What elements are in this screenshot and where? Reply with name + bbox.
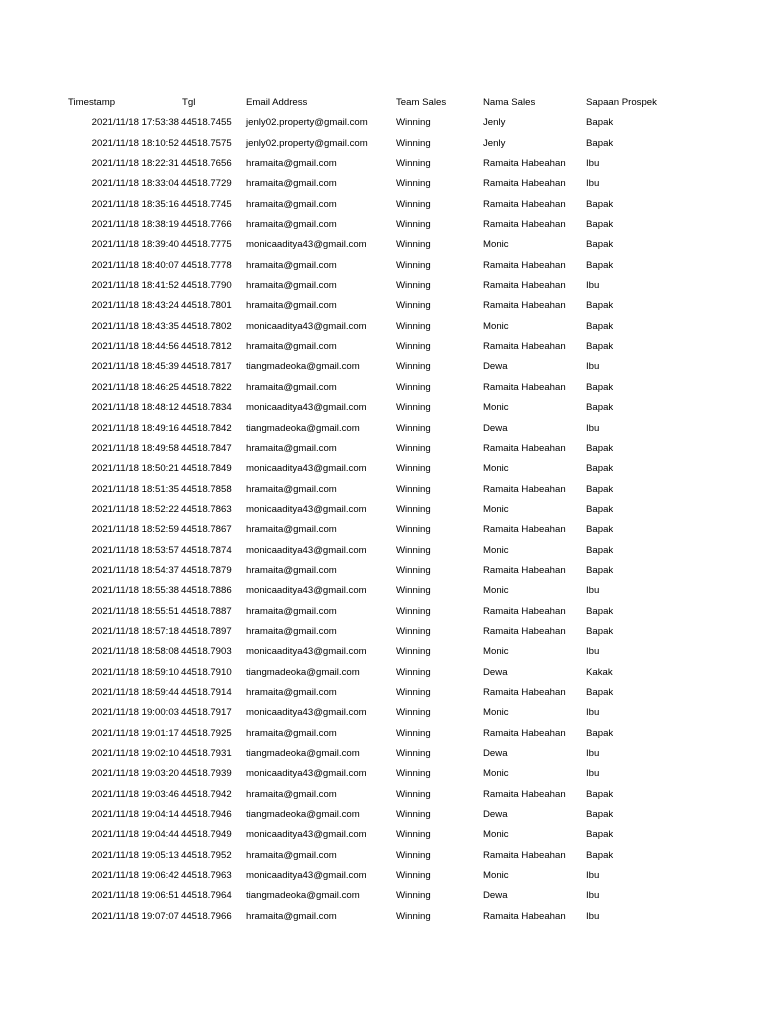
table-row (0, 459, 768, 479)
cell-sapaan-prospek: Bapak (586, 137, 614, 149)
cell-email-address: monicaaditya43@gmail.com (246, 239, 367, 251)
cell-nama-sales: Monic (483, 585, 509, 597)
cell-tgl: 44518.7949 (181, 829, 232, 841)
cell-nama-sales: Dewa (483, 361, 508, 373)
cell-sapaan-prospek: Ibu (586, 870, 600, 882)
cell-tgl: 44518.7745 (181, 198, 232, 210)
cell-tgl: 44518.7886 (181, 585, 232, 597)
cell-tgl: 44518.7775 (181, 239, 232, 251)
cell-nama-sales: Ramaita Habeahan (483, 198, 566, 210)
table-row (0, 825, 768, 845)
cell-email-address: jenly02.property@gmail.com (246, 137, 368, 149)
cell-tgl: 44518.7874 (181, 544, 232, 556)
header-nama-sales: Nama Sales (483, 97, 536, 108)
cell-tgl: 44518.7917 (181, 707, 232, 719)
cell-email-address: hramaita@gmail.com (246, 381, 337, 393)
cell-timestamp: 2021/11/18 18:45:39 (91, 361, 179, 373)
cell-tgl: 44518.7778 (181, 259, 232, 271)
cell-nama-sales: Ramaita Habeahan (483, 442, 566, 454)
cell-nama-sales: Dewa (483, 748, 508, 759)
table-row (0, 642, 768, 662)
cell-team-sales: Winning (396, 870, 431, 882)
cell-tgl: 44518.7847 (181, 442, 232, 454)
table-row (0, 683, 768, 703)
cell-sapaan-prospek: Bapak (586, 320, 614, 332)
cell-timestamp: 2021/11/18 18:43:35 (91, 320, 179, 332)
cell-sapaan-prospek: Ibu (586, 158, 600, 170)
cell-tgl: 44518.7887 (181, 605, 232, 617)
cell-nama-sales: Monic (483, 646, 509, 658)
cell-email-address: hramaita@gmail.com (246, 219, 337, 231)
cell-team-sales: Winning (396, 788, 431, 800)
cell-timestamp: 2021/11/18 18:22:31 (91, 158, 179, 170)
cell-nama-sales: Ramaita Habeahan (483, 849, 566, 861)
cell-sapaan-prospek: Bapak (586, 259, 614, 271)
cell-tgl: 44518.7656 (181, 158, 232, 170)
cell-nama-sales: Ramaita Habeahan (483, 483, 566, 495)
cell-email-address: hramaita@gmail.com (246, 198, 337, 210)
cell-sapaan-prospek: Bapak (586, 544, 614, 556)
cell-team-sales: Winning (396, 483, 431, 495)
cell-team-sales: Winning (396, 748, 431, 759)
table-row (0, 663, 768, 683)
table-row (0, 235, 768, 255)
cell-sapaan-prospek: Ibu (586, 422, 600, 434)
cell-timestamp: 2021/11/18 18:40:07 (91, 259, 179, 271)
table-row (0, 703, 768, 723)
cell-timestamp: 2021/11/18 18:43:24 (91, 300, 179, 312)
cell-team-sales: Winning (396, 686, 431, 698)
table-row (0, 744, 768, 764)
cell-sapaan-prospek: Bapak (586, 564, 614, 576)
cell-sapaan-prospek: Bapak (586, 524, 614, 536)
cell-sapaan-prospek: Ibu (586, 361, 600, 373)
cell-timestamp: 2021/11/18 18:49:58 (91, 442, 179, 454)
cell-timestamp: 2021/11/18 18:59:44 (91, 686, 179, 698)
cell-team-sales: Winning (396, 280, 431, 292)
cell-sapaan-prospek: Bapak (586, 239, 614, 251)
cell-nama-sales: Ramaita Habeahan (483, 300, 566, 312)
table-row (0, 317, 768, 337)
cell-email-address: hramaita@gmail.com (246, 686, 337, 698)
cell-team-sales: Winning (396, 625, 431, 637)
table-body (0, 113, 768, 927)
cell-team-sales: Winning (396, 158, 431, 170)
cell-nama-sales: Ramaita Habeahan (483, 381, 566, 393)
spreadsheet-table (0, 93, 768, 927)
table-row (0, 398, 768, 418)
cell-timestamp: 2021/11/18 18:58:08 (91, 646, 179, 658)
cell-tgl: 44518.7863 (181, 503, 232, 515)
cell-timestamp: 2021/11/18 19:01:17 (91, 727, 179, 739)
cell-nama-sales: Monic (483, 239, 509, 251)
cell-team-sales: Winning (396, 381, 431, 393)
cell-sapaan-prospek: Bapak (586, 483, 614, 495)
table-row (0, 337, 768, 357)
cell-nama-sales: Ramaita Habeahan (483, 341, 566, 353)
cell-sapaan-prospek: Ibu (586, 178, 600, 190)
cell-email-address: hramaita@gmail.com (246, 178, 337, 190)
cell-sapaan-prospek: Bapak (586, 727, 614, 739)
cell-team-sales: Winning (396, 117, 431, 129)
cell-timestamp: 2021/11/18 19:04:14 (91, 809, 179, 821)
table-row (0, 541, 768, 561)
cell-tgl: 44518.7931 (181, 748, 232, 759)
cell-nama-sales: Ramaita Habeahan (483, 259, 566, 271)
cell-timestamp: 2021/11/18 19:04:44 (91, 829, 179, 841)
table-row (0, 439, 768, 459)
cell-tgl: 44518.7867 (181, 524, 232, 536)
cell-nama-sales: Ramaita Habeahan (483, 788, 566, 800)
cell-timestamp: 2021/11/18 17:53:38 (91, 117, 179, 129)
cell-timestamp: 2021/11/18 19:05:13 (91, 849, 179, 861)
header-team-sales: Team Sales (396, 97, 447, 108)
cell-tgl: 44518.7946 (181, 809, 232, 821)
cell-tgl: 44518.7966 (181, 910, 232, 922)
table-row (0, 357, 768, 377)
cell-email-address: tiangmadeoka@gmail.com (246, 809, 360, 821)
cell-tgl: 44518.7910 (181, 666, 232, 678)
cell-tgl: 44518.7903 (181, 646, 232, 658)
cell-team-sales: Winning (396, 463, 431, 475)
cell-nama-sales: Monic (483, 768, 509, 780)
cell-team-sales: Winning (396, 320, 431, 332)
cell-email-address: hramaita@gmail.com (246, 524, 337, 536)
cell-sapaan-prospek: Bapak (586, 300, 614, 312)
cell-timestamp: 2021/11/18 18:54:37 (91, 564, 179, 576)
table-row (0, 602, 768, 622)
cell-team-sales: Winning (396, 849, 431, 861)
cell-tgl: 44518.7817 (181, 361, 232, 373)
table-row (0, 724, 768, 744)
cell-tgl: 44518.7952 (181, 849, 232, 861)
cell-team-sales: Winning (396, 300, 431, 312)
cell-tgl: 44518.7842 (181, 422, 232, 434)
cell-nama-sales: Ramaita Habeahan (483, 219, 566, 231)
cell-sapaan-prospek: Kakak (586, 666, 613, 678)
header-timestamp: Timestamp (68, 97, 116, 108)
cell-email-address: hramaita@gmail.com (246, 788, 337, 800)
cell-email-address: hramaita@gmail.com (246, 625, 337, 637)
cell-email-address: monicaaditya43@gmail.com (246, 463, 367, 475)
cell-sapaan-prospek: Bapak (586, 341, 614, 353)
cell-email-address: hramaita@gmail.com (246, 910, 337, 922)
cell-sapaan-prospek: Ibu (586, 910, 600, 922)
cell-sapaan-prospek: Ibu (586, 890, 600, 902)
cell-email-address: hramaita@gmail.com (246, 341, 337, 353)
cell-team-sales: Winning (396, 910, 431, 922)
cell-tgl: 44518.7801 (181, 300, 232, 312)
header-row (0, 93, 768, 113)
cell-tgl: 44518.7925 (181, 727, 232, 739)
cell-nama-sales: Monic (483, 544, 509, 556)
cell-email-address: tiangmadeoka@gmail.com (246, 666, 360, 678)
cell-team-sales: Winning (396, 829, 431, 841)
cell-sapaan-prospek: Bapak (586, 809, 614, 821)
cell-nama-sales: Ramaita Habeahan (483, 524, 566, 536)
cell-sapaan-prospek: Bapak (586, 625, 614, 637)
cell-email-address: monicaaditya43@gmail.com (246, 503, 367, 515)
cell-sapaan-prospek: Bapak (586, 829, 614, 841)
cell-tgl: 44518.7879 (181, 564, 232, 576)
cell-timestamp: 2021/11/18 18:38:19 (91, 219, 179, 231)
cell-nama-sales: Dewa (483, 666, 508, 678)
table-row (0, 154, 768, 174)
cell-team-sales: Winning (396, 137, 431, 149)
cell-tgl: 44518.7858 (181, 483, 232, 495)
cell-email-address: hramaita@gmail.com (246, 442, 337, 454)
cell-email-address: monicaaditya43@gmail.com (246, 646, 367, 658)
table-row (0, 622, 768, 642)
cell-nama-sales: Ramaita Habeahan (483, 910, 566, 922)
cell-team-sales: Winning (396, 259, 431, 271)
cell-tgl: 44518.7914 (181, 686, 232, 698)
table-row (0, 846, 768, 866)
cell-tgl: 44518.7802 (181, 320, 232, 332)
cell-timestamp: 2021/11/18 18:52:59 (91, 524, 179, 536)
cell-nama-sales: Dewa (483, 809, 508, 821)
cell-timestamp: 2021/11/18 18:49:16 (91, 422, 179, 434)
table-row (0, 296, 768, 316)
cell-nama-sales: Ramaita Habeahan (483, 727, 566, 739)
cell-timestamp: 2021/11/18 18:39:40 (91, 239, 179, 251)
table-row (0, 378, 768, 398)
cell-tgl: 44518.7942 (181, 788, 232, 800)
table-row (0, 764, 768, 784)
cell-sapaan-prospek: Bapak (586, 117, 614, 129)
cell-email-address: monicaaditya43@gmail.com (246, 768, 367, 780)
cell-sapaan-prospek: Bapak (586, 686, 614, 698)
cell-timestamp: 2021/11/18 19:06:42 (91, 870, 179, 882)
cell-sapaan-prospek: Bapak (586, 605, 614, 617)
cell-tgl: 44518.7455 (181, 117, 232, 129)
cell-nama-sales: Monic (483, 402, 509, 414)
table-row (0, 785, 768, 805)
cell-timestamp: 2021/11/18 18:35:16 (91, 198, 179, 210)
cell-nama-sales: Dewa (483, 422, 508, 434)
cell-email-address: hramaita@gmail.com (246, 300, 337, 312)
header-sapaan-prospek: Sapaan Prospek (586, 97, 657, 108)
cell-sapaan-prospek: Bapak (586, 381, 614, 393)
cell-team-sales: Winning (396, 361, 431, 373)
cell-email-address: hramaita@gmail.com (246, 259, 337, 271)
cell-tgl: 44518.7575 (181, 137, 232, 149)
cell-tgl: 44518.7766 (181, 219, 232, 231)
cell-timestamp: 2021/11/18 18:10:52 (91, 137, 179, 149)
cell-sapaan-prospek: Bapak (586, 463, 614, 475)
cell-sapaan-prospek: Ibu (586, 768, 600, 780)
cell-email-address: monicaaditya43@gmail.com (246, 707, 367, 719)
table-row (0, 195, 768, 215)
cell-email-address: monicaaditya43@gmail.com (246, 544, 367, 556)
cell-tgl: 44518.7963 (181, 870, 232, 882)
cell-team-sales: Winning (396, 503, 431, 515)
cell-email-address: hramaita@gmail.com (246, 727, 337, 739)
cell-nama-sales: Ramaita Habeahan (483, 564, 566, 576)
cell-nama-sales: Monic (483, 503, 509, 515)
cell-nama-sales: Monic (483, 320, 509, 332)
cell-nama-sales: Ramaita Habeahan (483, 686, 566, 698)
cell-timestamp: 2021/11/18 18:44:56 (91, 341, 179, 353)
cell-team-sales: Winning (396, 198, 431, 210)
cell-tgl: 44518.7849 (181, 463, 232, 475)
cell-sapaan-prospek: Bapak (586, 442, 614, 454)
cell-nama-sales: Ramaita Habeahan (483, 625, 566, 637)
cell-email-address: jenly02.property@gmail.com (246, 117, 368, 129)
cell-nama-sales: Ramaita Habeahan (483, 158, 566, 170)
cell-nama-sales: Monic (483, 829, 509, 841)
table-row (0, 134, 768, 154)
cell-email-address: tiangmadeoka@gmail.com (246, 748, 360, 759)
cell-email-address: tiangmadeoka@gmail.com (246, 422, 360, 434)
cell-team-sales: Winning (396, 890, 431, 902)
cell-team-sales: Winning (396, 239, 431, 251)
cell-team-sales: Winning (396, 585, 431, 597)
cell-tgl: 44518.7790 (181, 280, 232, 292)
cell-nama-sales: Ramaita Habeahan (483, 280, 566, 292)
cell-tgl: 44518.7822 (181, 381, 232, 393)
cell-email-address: hramaita@gmail.com (246, 483, 337, 495)
cell-tgl: 44518.7939 (181, 768, 232, 780)
cell-email-address: hramaita@gmail.com (246, 158, 337, 170)
table-row (0, 113, 768, 133)
cell-team-sales: Winning (396, 707, 431, 719)
cell-email-address: monicaaditya43@gmail.com (246, 320, 367, 332)
table-row (0, 480, 768, 500)
table-row (0, 215, 768, 235)
cell-timestamp: 2021/11/18 18:48:12 (91, 402, 179, 414)
cell-team-sales: Winning (396, 544, 431, 556)
cell-sapaan-prospek: Bapak (586, 788, 614, 800)
cell-tgl: 44518.7834 (181, 402, 232, 414)
cell-timestamp: 2021/11/18 18:55:38 (91, 585, 179, 597)
cell-email-address: hramaita@gmail.com (246, 564, 337, 576)
cell-timestamp: 2021/11/18 18:53:57 (91, 544, 179, 556)
cell-team-sales: Winning (396, 178, 431, 190)
cell-sapaan-prospek: Bapak (586, 402, 614, 414)
cell-sapaan-prospek: Ibu (586, 707, 600, 719)
cell-email-address: hramaita@gmail.com (246, 849, 337, 861)
cell-tgl: 44518.7897 (181, 625, 232, 637)
table-row (0, 256, 768, 276)
cell-email-address: hramaita@gmail.com (246, 280, 337, 292)
cell-sapaan-prospek: Bapak (586, 503, 614, 515)
table-row (0, 500, 768, 520)
cell-timestamp: 2021/11/18 18:55:51 (91, 605, 179, 617)
cell-tgl: 44518.7964 (181, 890, 232, 902)
cell-timestamp: 2021/11/18 18:41:52 (91, 280, 179, 292)
header-email-address: Email Address (246, 97, 308, 108)
cell-team-sales: Winning (396, 219, 431, 231)
cell-nama-sales: Dewa (483, 890, 508, 902)
cell-nama-sales: Monic (483, 707, 509, 719)
cell-email-address: tiangmadeoka@gmail.com (246, 361, 360, 373)
cell-email-address: monicaaditya43@gmail.com (246, 870, 367, 882)
cell-sapaan-prospek: Ibu (586, 280, 600, 292)
table-row (0, 276, 768, 296)
table-row (0, 805, 768, 825)
cell-timestamp: 2021/11/18 18:46:25 (91, 381, 179, 393)
cell-timestamp: 2021/11/18 19:06:51 (91, 890, 179, 902)
cell-timestamp: 2021/11/18 18:50:21 (91, 463, 179, 475)
cell-nama-sales: Jenly (483, 137, 506, 149)
cell-timestamp: 2021/11/18 19:00:03 (91, 707, 179, 719)
cell-team-sales: Winning (396, 605, 431, 617)
cell-email-address: tiangmadeoka@gmail.com (246, 890, 360, 902)
cell-timestamp: 2021/11/18 18:59:10 (91, 666, 179, 678)
table-row (0, 520, 768, 540)
cell-team-sales: Winning (396, 524, 431, 536)
header-tgl: Tgl (182, 97, 196, 108)
cell-sapaan-prospek: Bapak (586, 219, 614, 231)
cell-sapaan-prospek: Bapak (586, 198, 614, 210)
cell-nama-sales: Ramaita Habeahan (483, 605, 566, 617)
cell-timestamp: 2021/11/18 19:02:10 (91, 748, 179, 759)
cell-timestamp: 2021/11/18 18:57:18 (91, 625, 179, 637)
cell-timestamp: 2021/11/18 18:52:22 (91, 503, 179, 515)
table-row (0, 886, 768, 906)
cell-team-sales: Winning (396, 422, 431, 434)
cell-nama-sales: Monic (483, 870, 509, 882)
cell-team-sales: Winning (396, 768, 431, 780)
cell-team-sales: Winning (396, 727, 431, 739)
cell-sapaan-prospek: Ibu (586, 646, 600, 658)
cell-team-sales: Winning (396, 341, 431, 353)
cell-sapaan-prospek: Bapak (586, 849, 614, 861)
table-row (0, 581, 768, 601)
cell-email-address: monicaaditya43@gmail.com (246, 585, 367, 597)
cell-email-address: monicaaditya43@gmail.com (246, 402, 367, 414)
table-row (0, 174, 768, 194)
table-row (0, 866, 768, 886)
cell-nama-sales: Jenly (483, 117, 506, 129)
cell-timestamp: 2021/11/18 19:03:20 (91, 768, 179, 780)
cell-team-sales: Winning (396, 442, 431, 454)
cell-timestamp: 2021/11/18 18:51:35 (91, 483, 179, 495)
cell-nama-sales: Monic (483, 463, 509, 475)
cell-team-sales: Winning (396, 564, 431, 576)
cell-sapaan-prospek: Ibu (586, 585, 600, 597)
table-row (0, 419, 768, 439)
table-row (0, 907, 768, 927)
table-row (0, 561, 768, 581)
cell-email-address: hramaita@gmail.com (246, 605, 337, 617)
cell-timestamp: 2021/11/18 19:03:46 (91, 788, 179, 800)
cell-email-address: monicaaditya43@gmail.com (246, 829, 367, 841)
cell-nama-sales: Ramaita Habeahan (483, 178, 566, 190)
cell-team-sales: Winning (396, 809, 431, 821)
cell-tgl: 44518.7812 (181, 341, 232, 353)
cell-team-sales: Winning (396, 646, 431, 658)
cell-timestamp: 2021/11/18 18:33:04 (91, 178, 179, 190)
cell-timestamp: 2021/11/18 19:07:07 (91, 910, 179, 922)
cell-team-sales: Winning (396, 402, 431, 414)
cell-sapaan-prospek: Ibu (586, 748, 600, 759)
cell-tgl: 44518.7729 (181, 178, 232, 190)
cell-team-sales: Winning (396, 666, 431, 678)
